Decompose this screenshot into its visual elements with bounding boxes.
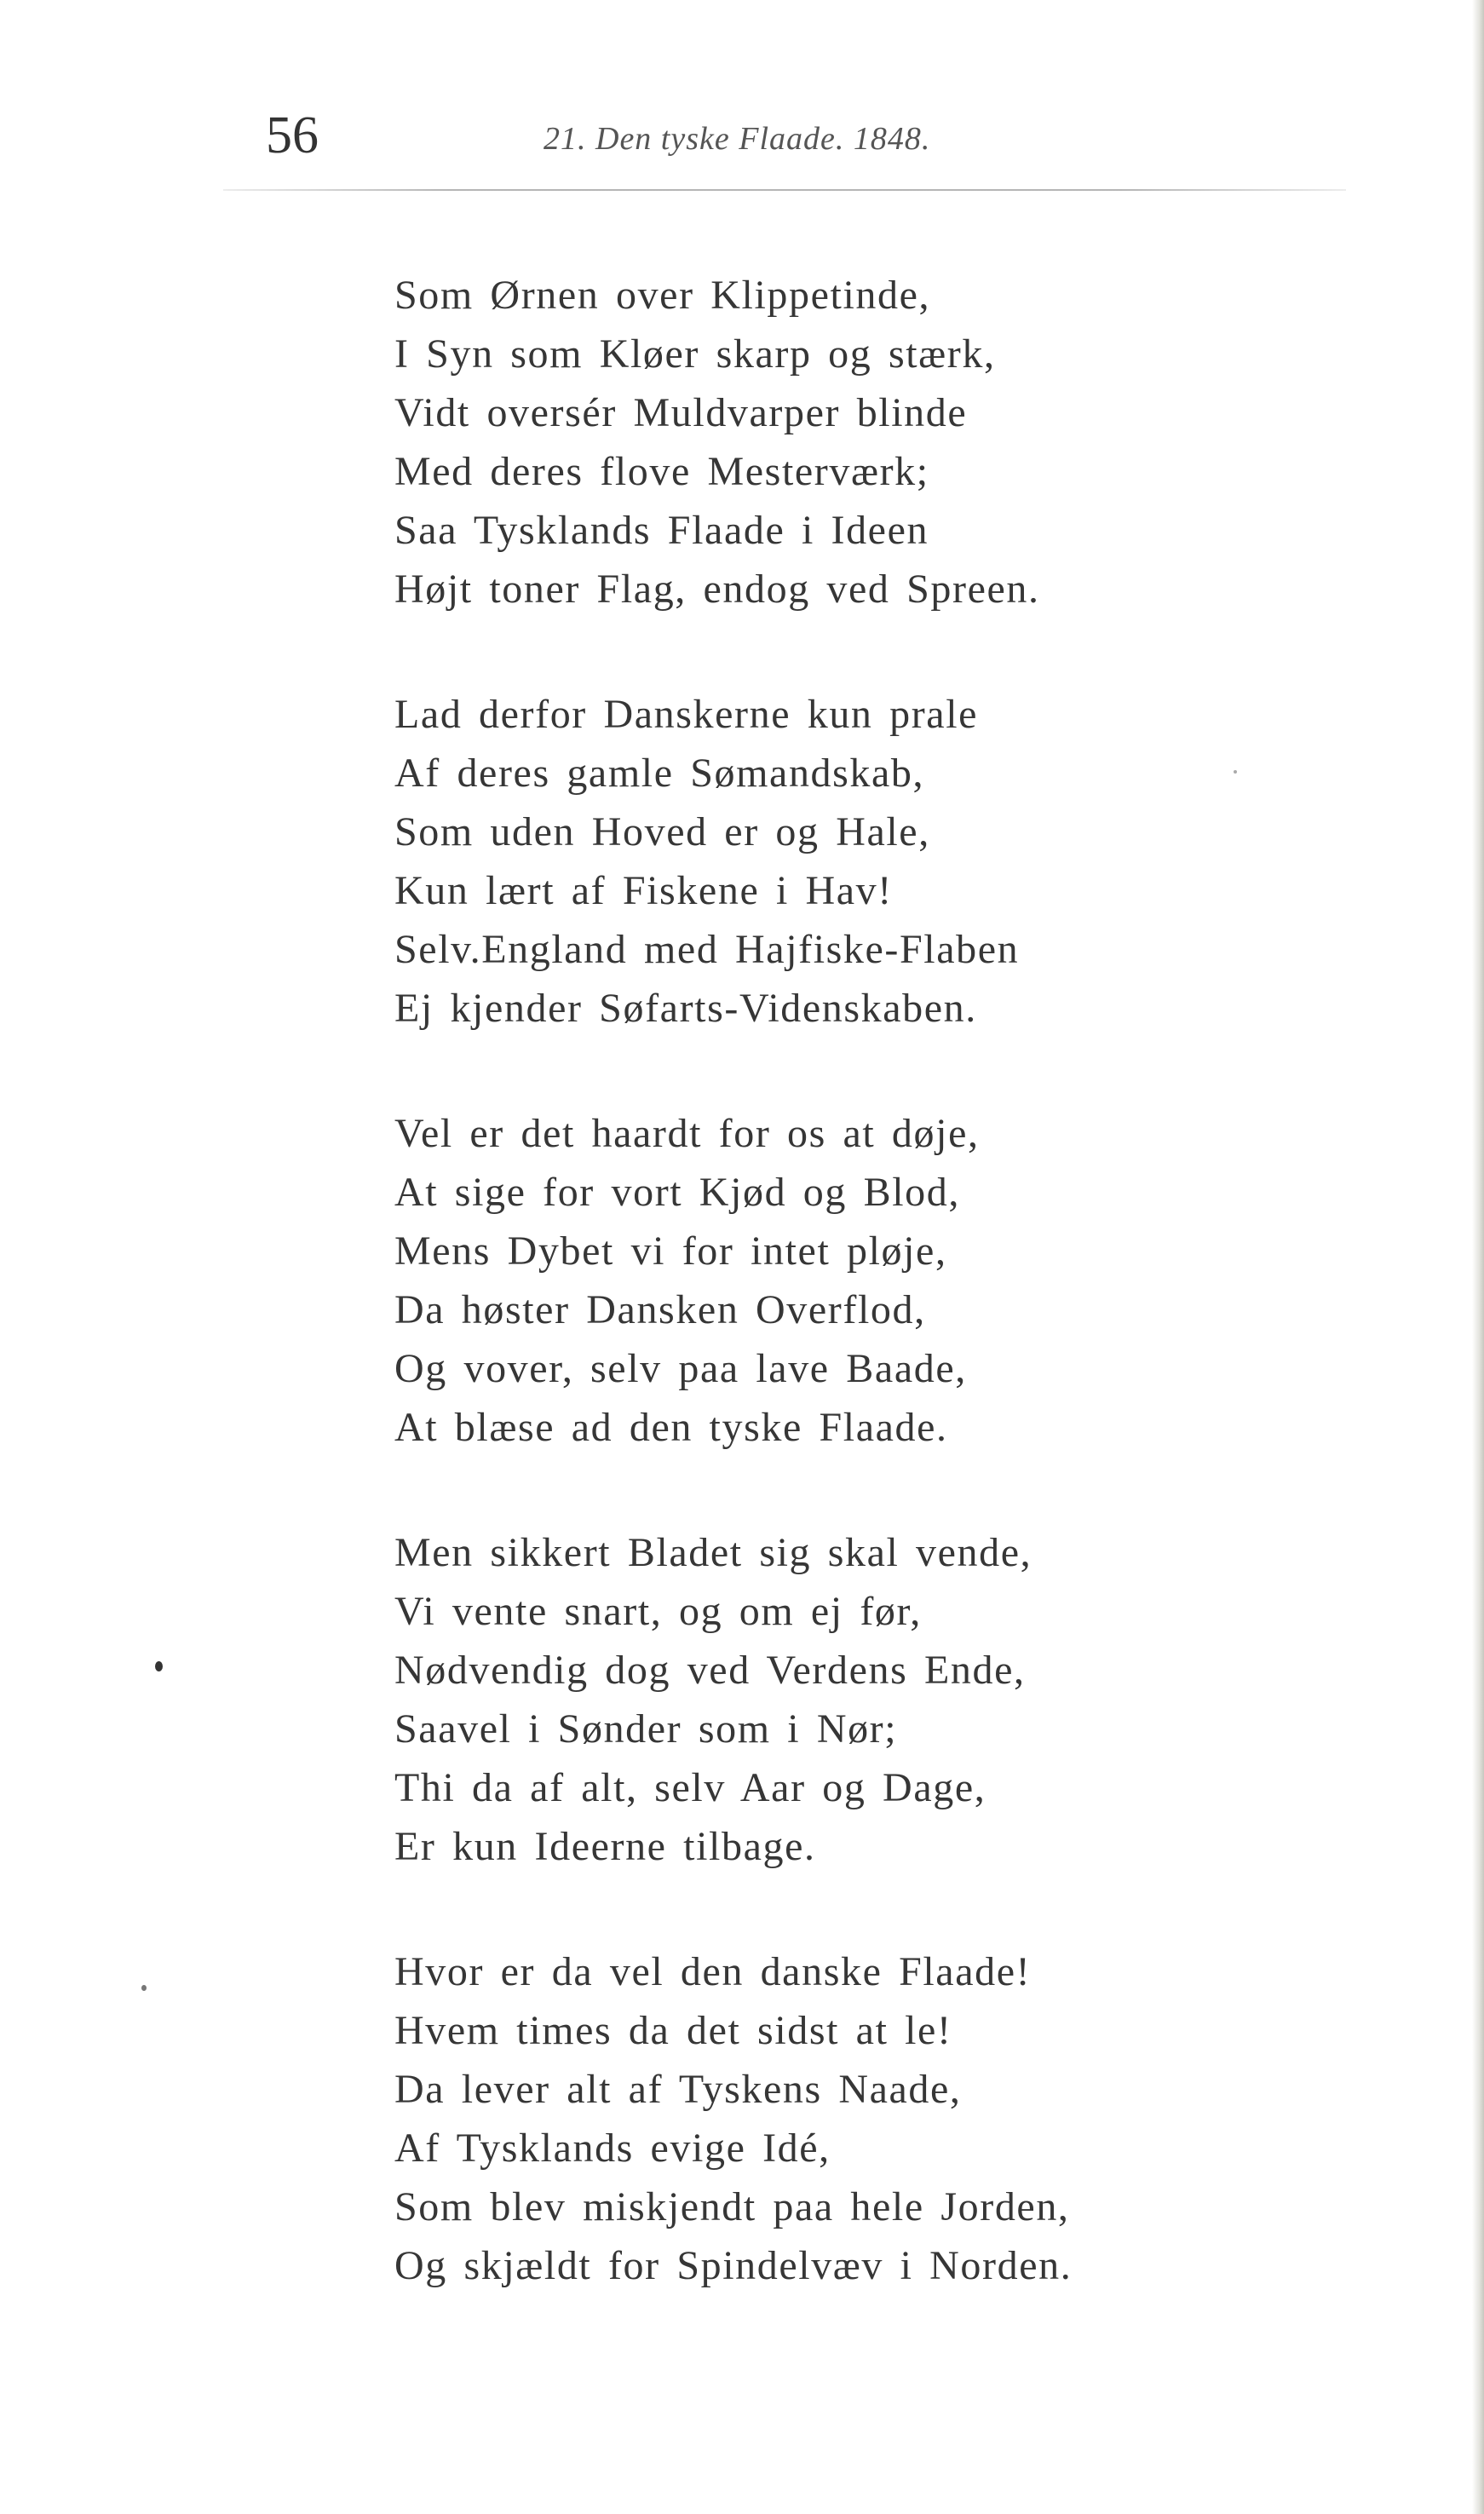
poem-line: Vel er det haardt for os at døje, bbox=[394, 1111, 980, 1156]
poem-line: Vidt oversér Muldvarper blinde bbox=[394, 390, 968, 435]
poem-line: Af Tysklands evige Idé, bbox=[394, 2126, 831, 2171]
poem-line: Thi da af alt, selv Aar og Dage, bbox=[394, 1765, 986, 1810]
poem-line: Højt toner Flag, endog ved Spreen. bbox=[394, 567, 1040, 612]
poem-line: Nødvendig dog ved Verdens Ende, bbox=[394, 1648, 1026, 1693]
poem-line: Som uden Hoved er og Hale, bbox=[394, 809, 930, 854]
poem-line: I Syn som Kløer skarp og stærk, bbox=[394, 331, 996, 377]
poem-line: Som Ørnen over Klippetinde, bbox=[394, 273, 931, 318]
stanza-4 bbox=[394, 1523, 1400, 1876]
page-number: 56 bbox=[266, 106, 319, 164]
poem-line: Vi vente snart, og om ej før, bbox=[394, 1589, 922, 1634]
poem-line: Lad derfor Danskerne kun prale bbox=[394, 692, 979, 737]
stanza-1 bbox=[394, 266, 1400, 618]
poem-line: Er kun Ideerne tilbage. bbox=[394, 1824, 816, 1869]
poem-line: Ej kjender Søfarts-Videnskaben. bbox=[394, 986, 977, 1031]
page-edge-shadow bbox=[1472, 0, 1484, 2514]
poem-line: Men sikkert Bladet sig skal vende, bbox=[394, 1530, 1032, 1575]
poem-line: Mens Dybet vi for intet pløje, bbox=[394, 1228, 947, 1274]
stanza-3 bbox=[394, 1104, 1400, 1457]
poem-line: Saavel i Sønder som i Nør; bbox=[394, 1706, 898, 1752]
poem-line: At sige for vort Kjød og Blod, bbox=[394, 1170, 960, 1215]
poem-line: Da lever alt af Tyskens Naade, bbox=[394, 2067, 962, 2112]
stanza-2 bbox=[394, 685, 1400, 1038]
stanza-5 bbox=[394, 1942, 1400, 2295]
ink-speck bbox=[141, 1985, 147, 1991]
poem-line: Saa Tysklands Flaade i Ideen bbox=[394, 508, 929, 553]
poem-line: At blæse ad den tyske Flaade. bbox=[394, 1405, 948, 1450]
poem-line: Kun lært af Fiskene i Hav! bbox=[394, 868, 893, 913]
ink-speck bbox=[1234, 770, 1237, 774]
poem-line: Hvor er da vel den danske Flaade! bbox=[394, 1949, 1032, 1994]
poem-line: Og vover, selv paa lave Baade, bbox=[394, 1346, 967, 1391]
poem-line: Og skjældt for Spindelvæv i Norden. bbox=[394, 2243, 1073, 2288]
poem-line: Af deres gamle Sømandskab, bbox=[394, 751, 925, 796]
poem-line: Med deres flove Mesterværk; bbox=[394, 449, 929, 494]
header-rule bbox=[223, 189, 1346, 191]
poem-line: Som blev miskjendt paa hele Jorden, bbox=[394, 2184, 1070, 2229]
poem-line: Selv.England med Hajfiske-Flaben bbox=[394, 927, 1020, 972]
ink-speck bbox=[155, 1661, 163, 1671]
running-head: 21. Den tyske Flaade. 1848. bbox=[544, 121, 931, 157]
poem-line: Da høster Dansken Overflod, bbox=[394, 1287, 926, 1332]
poem bbox=[394, 266, 1400, 2362]
poem-line: Hvem times da det sidst at le! bbox=[394, 2008, 952, 2053]
